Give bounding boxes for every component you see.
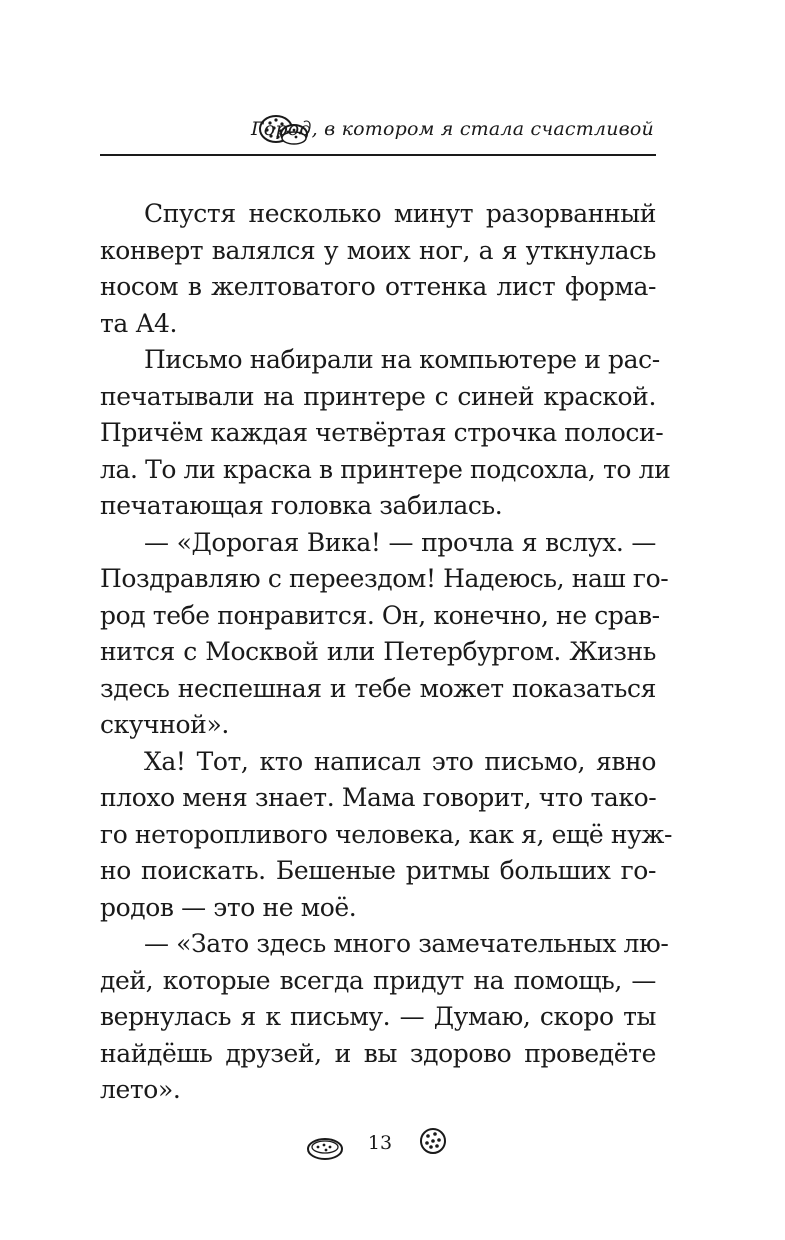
text-line: найдёшь друзей, и вы здорово проведёте	[100, 1038, 656, 1068]
paragraph	[100, 525, 669, 744]
text-line: нится с Москвой или Петербургом. Жизнь	[100, 637, 656, 666]
paragraph	[100, 342, 671, 525]
text-line: Спустя несколько минут разорванный	[144, 199, 656, 228]
running-head	[100, 100, 656, 156]
page-number: 13	[367, 1132, 393, 1154]
text-line: та А4.	[100, 308, 178, 338]
text-line: плохо меня знает. Мама говорит, что тако-	[100, 783, 657, 812]
text-line: носом в желтоватого оттенка лист форма-	[100, 272, 656, 301]
text-line: дей, которые всегда придут на помощь, —	[100, 965, 656, 995]
text-line: родов — это не моё.	[100, 892, 357, 922]
text-line: — «Зато здесь много замечательных лю-	[144, 929, 669, 958]
text-line: Письмо набирали на компьютере и рас-	[144, 345, 660, 374]
text-line: род тебе понравится. Он, конечно, не срав-	[100, 600, 660, 630]
text-line: скучной».	[100, 710, 229, 739]
text-line: конверт валялся у моих ног, а я уткнулась	[100, 235, 656, 265]
body-text	[100, 196, 673, 1109]
text-line: — «Дорогая Вика! — прочла я вслух. —	[144, 527, 656, 557]
paragraph	[100, 744, 673, 927]
cookie-icon	[305, 1134, 345, 1164]
text-line: вернулась я к письму. — Думаю, скоро ты	[100, 1002, 656, 1031]
cookie-icon	[418, 1126, 448, 1156]
paragraph	[100, 196, 656, 342]
text-line: но поискать. Бешеные ритмы больших го-	[100, 856, 656, 885]
paragraph	[100, 926, 669, 1109]
text-line: Ха! Тот, кто написал это письмо, явно	[144, 746, 656, 776]
text-line: Причём каждая четвёртая строчка полоси-	[100, 418, 664, 447]
text-line: лето».	[100, 1075, 181, 1104]
text-line: ла. То ли краска в принтере подсохла, то ли	[100, 454, 671, 484]
page-footer	[0, 1126, 785, 1166]
running-head-title: Город, в котором я стала счастливой	[250, 118, 654, 140]
text-line: Поздравляю с переездом! Надеюсь, наш го-	[100, 564, 669, 593]
text-line: печатывали на принтере с синей краской.	[100, 381, 656, 411]
text-line: го неторопливого человека, как я, ещё нуж-	[100, 819, 673, 849]
text-line: здесь неспешная и тебе может показаться	[100, 673, 656, 703]
text-line: печатающая головка забилась.	[100, 491, 503, 520]
